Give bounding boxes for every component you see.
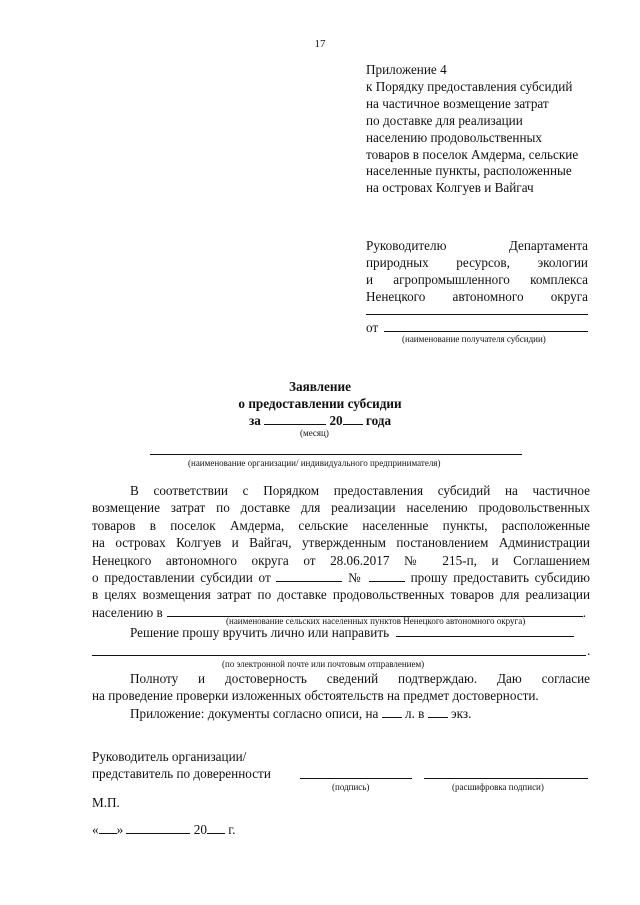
body-line: В соответствии с Порядком предоставления субсидий на частичное: [130, 483, 590, 498]
copies-count-field[interactable]: [428, 706, 448, 718]
signature-field[interactable]: [300, 778, 412, 779]
appendix-line: населению продовольственных: [366, 129, 542, 145]
addressee-line: природных ресурсов, экологии: [366, 254, 588, 270]
decision-text: Решение прошу вручить лично или направить: [130, 625, 390, 640]
body-line: на островах Колгуев и Вайгач, утвержденным постановлением Администрации: [92, 535, 590, 551]
population-label: населению в: [92, 604, 163, 620]
month-caption: (месяц): [300, 428, 329, 438]
date-open-quote: «: [92, 822, 99, 837]
agreement-date-field[interactable]: [276, 570, 342, 582]
request-body: [92, 482, 590, 621]
day-field[interactable]: [99, 822, 117, 834]
settlements-caption: (наименование сельских населенных пунктов Ненецкого автономного округа): [226, 616, 526, 626]
confirmation-line: Полноту и достоверность сведений подтверждаю. Даю согласие: [130, 671, 590, 686]
body-line: Ненецкого автономного округа от 28.06.2017 № 215-п, и Соглашением: [92, 552, 590, 568]
date-year-suffix: г.: [228, 822, 236, 837]
addressee-line: Руководителю Департамента: [366, 238, 588, 253]
period-line: [0, 413, 640, 429]
attachment-copies: экз.: [451, 705, 472, 721]
organization-caption: (наименование организации/ индивидуального предпринимателя): [188, 458, 441, 468]
year-prefix: 20: [329, 413, 343, 428]
stamp-label: М.П.: [92, 795, 120, 810]
signature-decode-caption: (расшифровка подписи): [452, 782, 544, 792]
decision-line: [130, 625, 574, 641]
appendix-line: на островах Колгуев и Вайгач: [366, 180, 534, 196]
year-suffix: года: [365, 413, 392, 428]
attachment-line: [92, 705, 590, 722]
confirmation-paragraph: [92, 670, 590, 722]
request-text: прошу предоставить субсидию: [410, 570, 591, 586]
date-line: [92, 822, 235, 838]
period-mark: .: [582, 604, 586, 620]
delivery-method-field[interactable]: [396, 625, 574, 637]
agreement-number-label: №: [348, 570, 364, 586]
recipient-name-field[interactable]: [384, 331, 588, 332]
appendix-line: Приложение 4: [366, 62, 447, 77]
recipient-caption: (наименование получателя субсидии): [402, 334, 546, 344]
addressee-block: [366, 238, 588, 306]
agreement-date-label: о предоставлении субсидии от: [92, 570, 271, 586]
statement-subtitle: о предоставлении субсидии: [238, 396, 402, 411]
attachment-label: Приложение: документы согласно описи, на: [130, 705, 379, 721]
appendix-line: товаров в поселок Амдерма, сельские: [366, 146, 579, 162]
date-month-field[interactable]: [126, 822, 190, 834]
body-line: возмещение затрат по доставке для реализации населению продовольственных: [92, 500, 590, 516]
organization-field[interactable]: [150, 454, 522, 455]
appendix-line: на частичное возмещение затрат: [366, 95, 549, 111]
attachment-sheets: л. в: [405, 705, 425, 721]
addressee-line: Ненецкого автономного округа: [366, 288, 588, 304]
body-line: [92, 569, 590, 586]
date-close-quote: »: [116, 822, 124, 837]
delivery-caption: (по электронной почте или почтовым отправлением): [222, 659, 425, 669]
delivery-method-field-2[interactable]: [92, 655, 586, 656]
date-year-field[interactable]: [207, 822, 225, 834]
body-line: товаров в поселок Амдерма, сельские населенные пункты, расположенные: [92, 517, 590, 533]
confirmation-line: на проведение проверки изложенных обстоятельств на предмет достоверности.: [92, 688, 539, 704]
appendix-line: по доставке для реализации: [366, 112, 523, 128]
date-year-prefix: 20: [193, 822, 207, 837]
month-field[interactable]: [264, 413, 326, 425]
addressee-blank-line[interactable]: [366, 314, 588, 315]
signatory-role: представитель по доверенности: [92, 766, 271, 782]
from-label: от: [366, 320, 379, 335]
addressee-line: и агропромышленного комплекса: [366, 271, 588, 287]
body-line: в целях возмещения затрат по доставке продовольственных товаров для реализации: [92, 587, 590, 603]
signatory-role: Руководитель организации/: [92, 749, 247, 764]
period-za: за: [248, 413, 261, 428]
appendix-block: [366, 62, 606, 197]
agreement-number-field[interactable]: [369, 570, 405, 582]
page-number: 17: [314, 38, 326, 50]
year-field[interactable]: [343, 413, 363, 425]
sheets-count-field[interactable]: [382, 706, 402, 718]
delivery-period-mark: .: [587, 643, 591, 658]
signature-decode-field[interactable]: [424, 778, 588, 779]
signature-caption: (подпись): [332, 782, 370, 792]
signatory-block: [92, 748, 271, 783]
appendix-line: к Порядку предоставления субсидий: [366, 78, 573, 94]
appendix-line: населенные пункты, расположенные: [366, 163, 572, 179]
statement-title: Заявление: [289, 379, 351, 394]
